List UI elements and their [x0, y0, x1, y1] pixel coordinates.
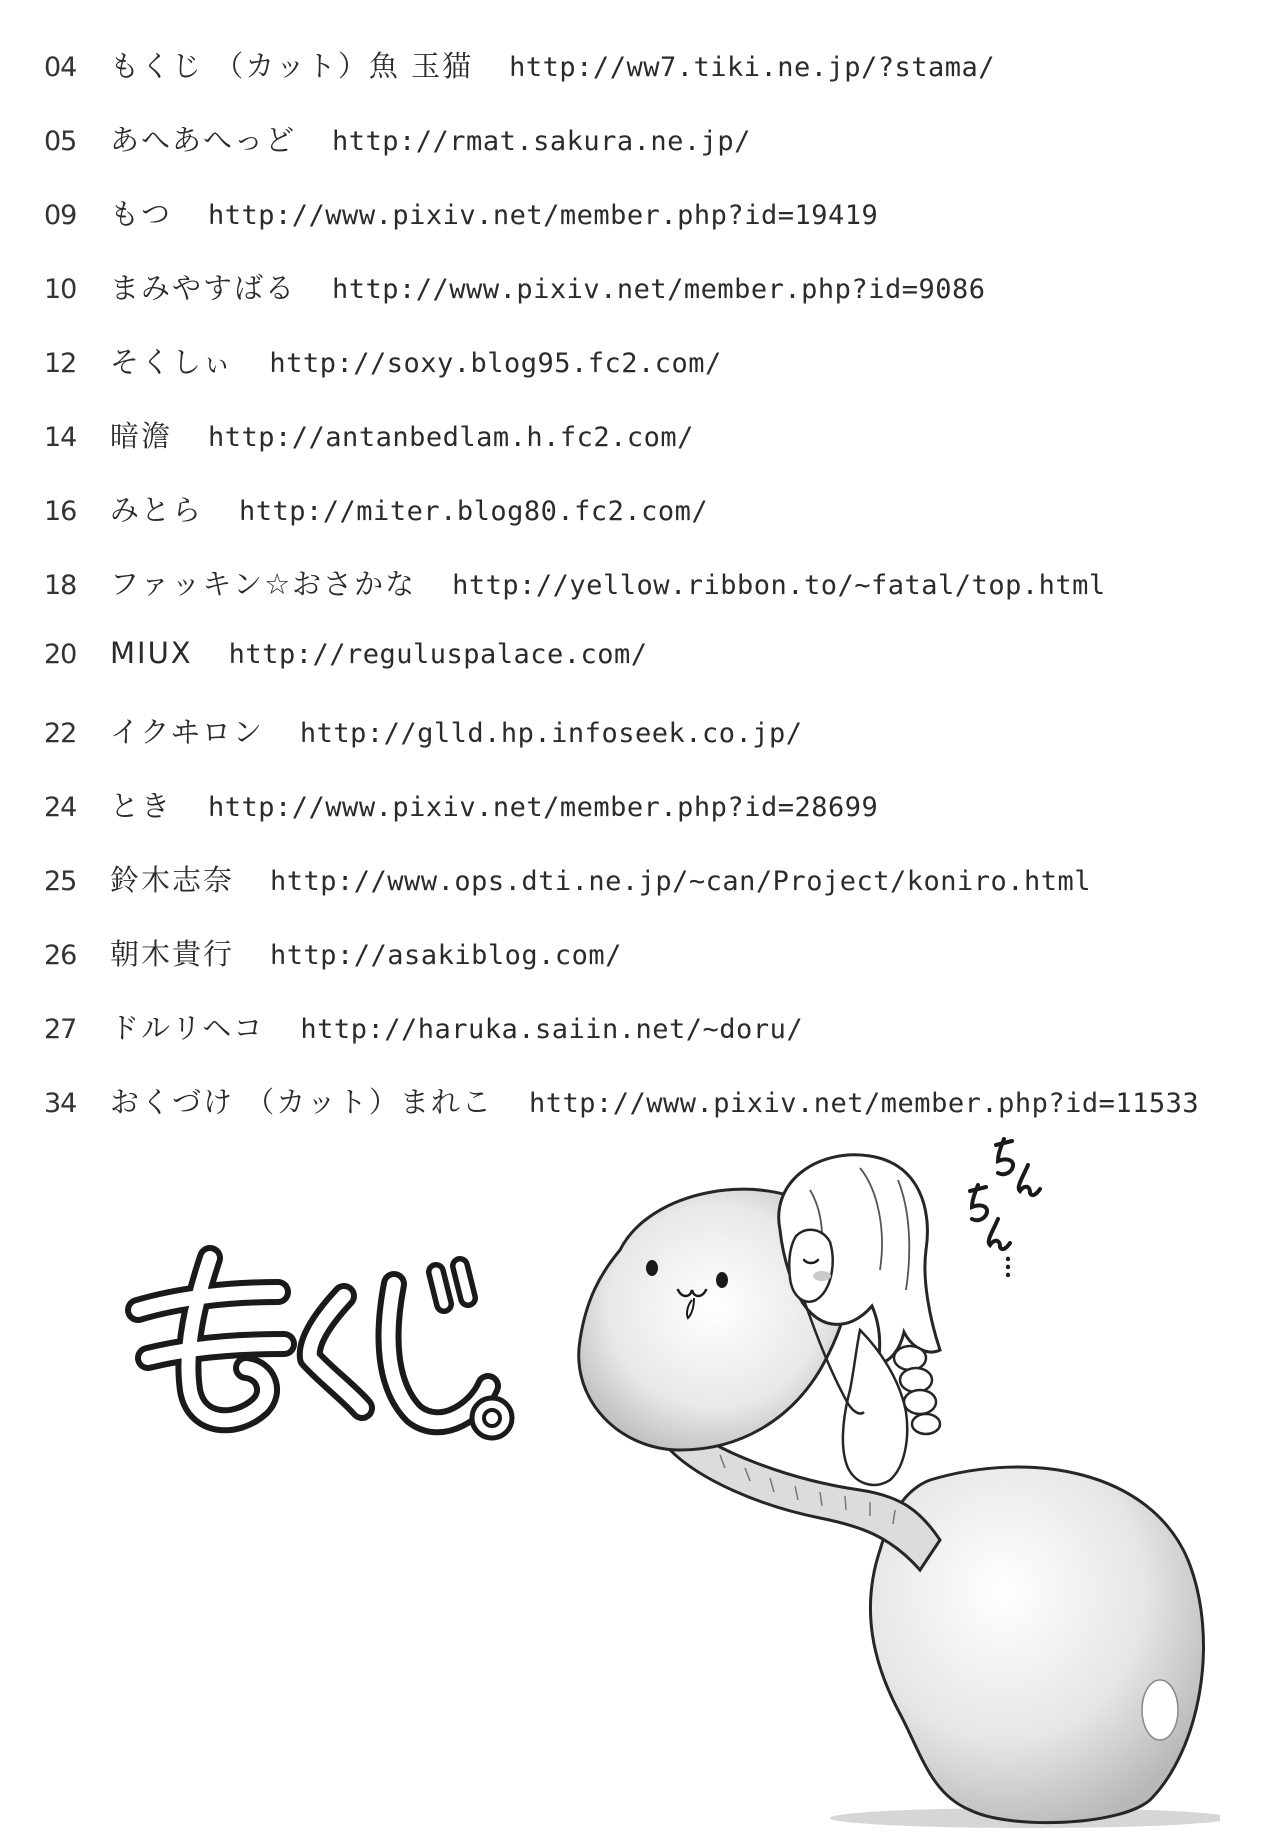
- page-number: 04: [44, 52, 77, 83]
- toc-entry: [44, 118, 1244, 192]
- author-url: http://www.pixiv.net/member.php?id=28699: [208, 792, 879, 823]
- author-url: http://rmat.sakura.ne.jp/: [332, 126, 751, 157]
- title-logo: [118, 1240, 518, 1450]
- author-name: あへあへっど: [110, 123, 297, 157]
- author-name: とき: [110, 789, 173, 823]
- author-name: MIUX: [110, 636, 193, 670]
- mascot-illustration: [560, 1150, 1220, 1830]
- author-url: http://www.pixiv.net/member.php?id=9086: [332, 274, 986, 305]
- author-url: http://yellow.ribbon.to/~fatal/top.html: [452, 570, 1106, 601]
- page-number: 27: [44, 1014, 77, 1045]
- author-url: http://miter.blog80.fc2.com/: [239, 496, 709, 527]
- toc-entry: [44, 192, 1244, 266]
- author-url: http://haruka.saiin.net/~doru/: [300, 1014, 804, 1045]
- page-number: 20: [44, 639, 77, 670]
- page-number: 12: [44, 348, 77, 379]
- author-url: http://www.pixiv.net/member.php?id=11533: [528, 1088, 1200, 1119]
- toc-entry: [44, 1006, 1244, 1080]
- page-number: 25: [44, 866, 77, 897]
- page-number: 10: [44, 274, 77, 305]
- author-url: http://www.ops.dti.ne.jp/~can/Project/koniro.html: [270, 866, 1092, 897]
- toc-entry: [44, 932, 1244, 1006]
- author-url: http://antanbedlam.h.fc2.com/: [208, 422, 694, 453]
- table-of-contents: [44, 44, 1244, 1154]
- toc-entry: [44, 1080, 1244, 1154]
- author-name: もくじ （カット）魚 玉猫: [110, 49, 474, 83]
- author-name: みとら: [110, 493, 204, 527]
- toc-entry: [44, 414, 1244, 488]
- author-url: http://www.pixiv.net/member.php?id=19419: [208, 200, 879, 231]
- toc-entry: [44, 562, 1244, 636]
- page-number: 09: [44, 200, 77, 231]
- page-number: 34: [44, 1088, 77, 1119]
- author-name: 朝木貴行: [110, 937, 235, 971]
- page-number: 14: [44, 422, 77, 453]
- author-name: ドルリヘコ: [110, 1011, 265, 1045]
- page-number: 24: [44, 792, 77, 823]
- toc-entry: [44, 636, 1244, 710]
- toc-entry: [44, 784, 1244, 858]
- author-url: http://asakiblog.com/: [270, 940, 622, 971]
- page-number: 18: [44, 570, 77, 601]
- author-name: おくづけ （カット）まれこ: [110, 1085, 493, 1119]
- page-number: 22: [44, 718, 77, 749]
- author-name: もつ: [110, 197, 173, 231]
- page-number: 16: [44, 496, 77, 527]
- author-url: http://glld.hp.infoseek.co.jp/: [299, 718, 803, 749]
- author-name: イクヰロン: [110, 715, 264, 749]
- author-name: ファッキン☆おさかな: [110, 567, 417, 601]
- author-name: そくしぃ: [110, 345, 234, 379]
- author-name: 暗澹: [110, 419, 173, 453]
- toc-entry: [44, 858, 1244, 932]
- author-url: http://reguluspalace.com/: [228, 639, 648, 670]
- toc-entry: [44, 710, 1244, 784]
- toc-entry: [44, 488, 1244, 562]
- author-name: 鈴木志奈: [110, 863, 235, 897]
- toc-entry: [44, 44, 1244, 118]
- toc-entry: [44, 340, 1244, 414]
- toc-entry: [44, 266, 1244, 340]
- author-url: http://ww7.tiki.ne.jp/?stama/: [509, 52, 996, 83]
- page-number: 05: [44, 126, 77, 157]
- author-url: http://soxy.blog95.fc2.com/: [269, 348, 722, 379]
- author-name: まみやすばる: [110, 271, 297, 305]
- page-number: 26: [44, 940, 77, 971]
